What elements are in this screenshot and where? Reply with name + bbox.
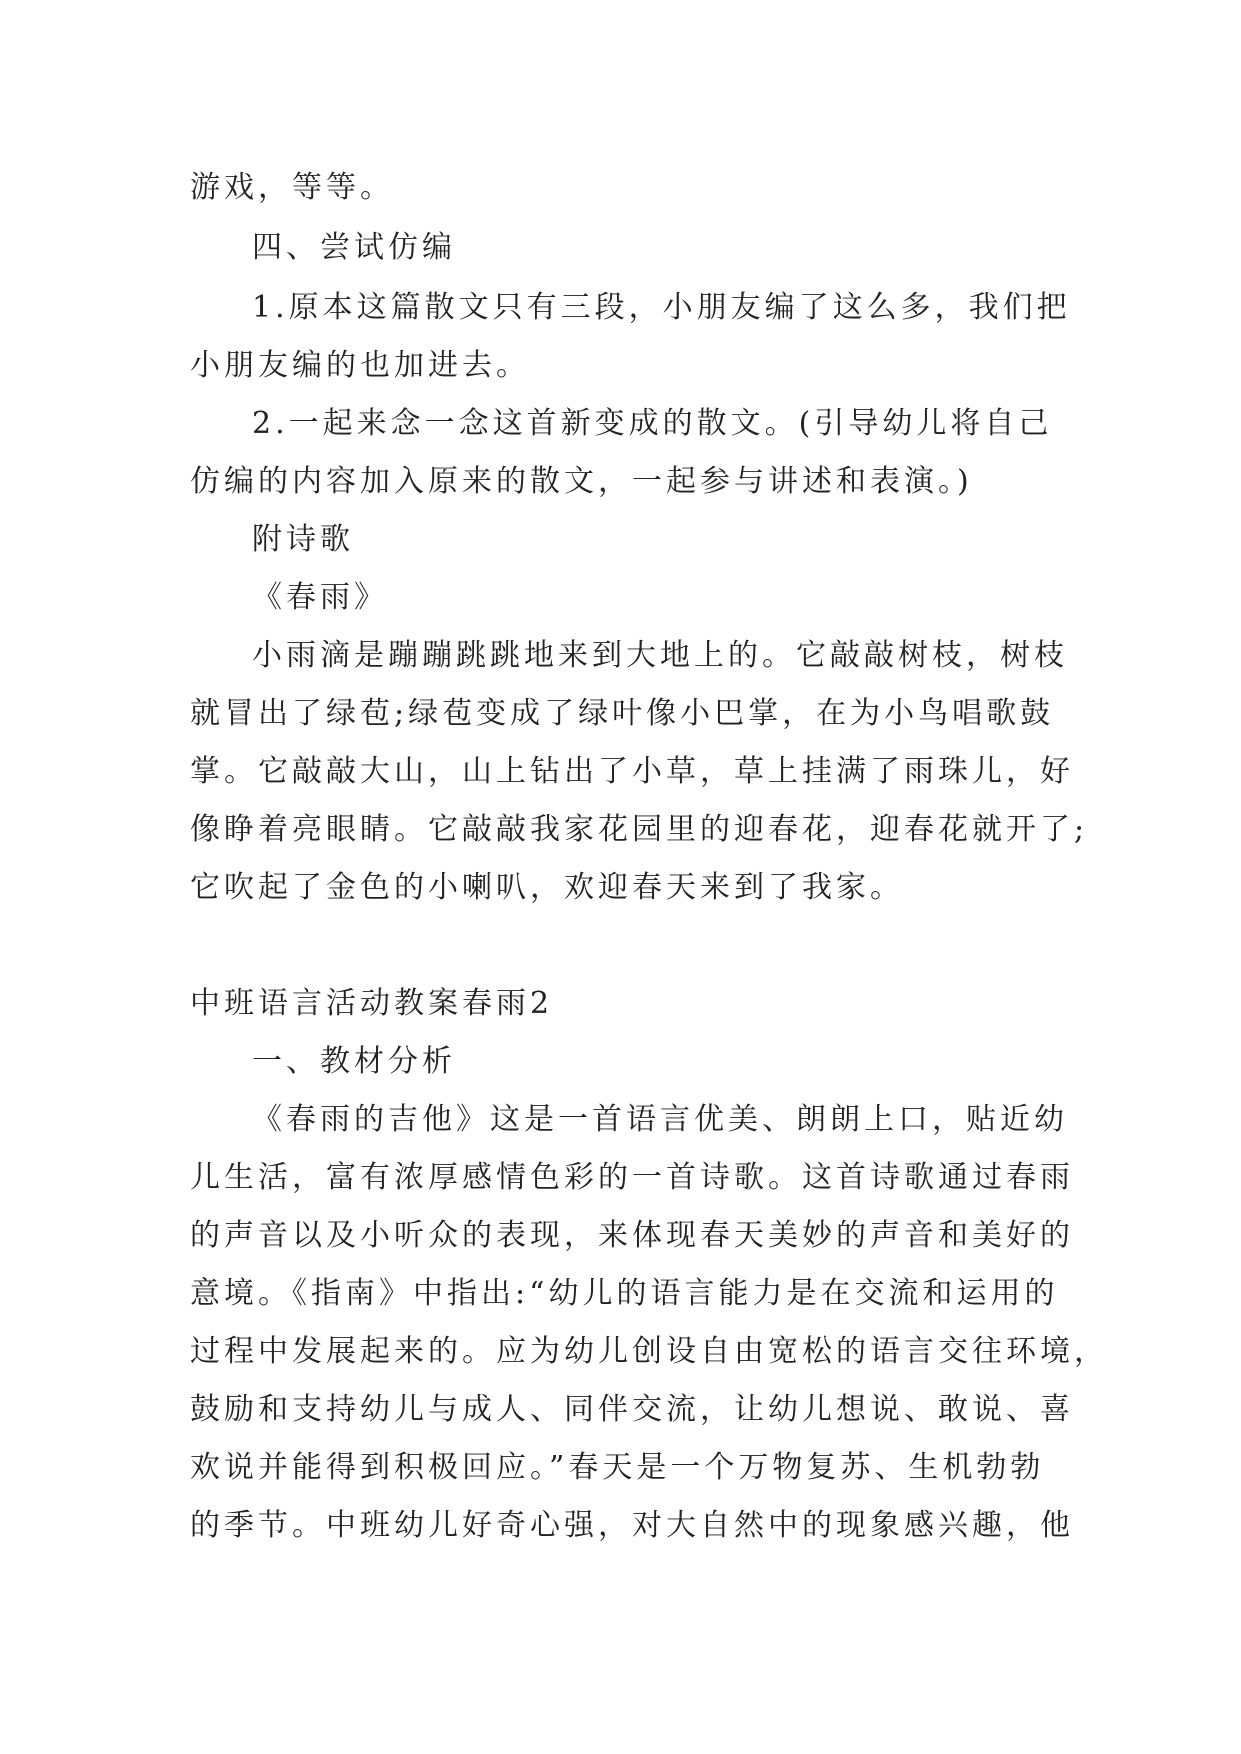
paragraph-line: 1.原本这篇散文只有三段，小朋友编了这么多，我们把 bbox=[252, 290, 1071, 325]
paragraph-line: 就冒出了绿苞;绿苞变成了绿叶像小巴掌，在为小鸟唱歌鼓 bbox=[190, 696, 1055, 731]
paragraph-line: 儿生活，富有浓厚感情色彩的一首诗歌。这首诗歌通过春雨 bbox=[190, 1160, 1074, 1195]
paragraph-line: 仿编的内容加入原来的散文，一起参与讲述和表演。) bbox=[190, 464, 973, 499]
paragraph-line: 像睁着亮眼睛。它敲敲我家花园里的迎春花，迎春花就开了; bbox=[190, 812, 1089, 847]
paragraph-line: 的季节。中班幼儿好奇心强，对大自然中的现象感兴趣，他 bbox=[190, 1508, 1074, 1543]
paragraph-line: 它吹起了金色的小喇叭，欢迎春天来到了我家。 bbox=[190, 870, 904, 905]
section-heading: 一、教材分析 bbox=[252, 1044, 456, 1079]
paragraph-line: 过程中发展起来的。应为幼儿创设自由宽松的语言交往环境， bbox=[190, 1334, 1108, 1369]
paragraph-line: 欢说并能得到积极回应。”春天是一个万物复苏、生机勃勃 bbox=[190, 1450, 1045, 1485]
section-heading: 四、尝试仿编 bbox=[252, 230, 456, 265]
paragraph-line: 鼓励和支持幼儿与成人、同伴交流，让幼儿想说、敢说、喜 bbox=[190, 1392, 1074, 1427]
paragraph-line: 意境。《指南》中指出:“幼儿的语言能力是在交流和运用的 bbox=[190, 1276, 1059, 1311]
poem-title: 《春雨》 bbox=[252, 580, 388, 615]
paragraph-line: 小朋友编的也加进去。 bbox=[190, 348, 530, 383]
paragraph-line: 小雨滴是蹦蹦跳跳地来到大地上的。它敲敲树枝，树枝 bbox=[252, 638, 1068, 673]
paragraph-line: 2.一起来念一念这首新变成的散文。(引导幼儿将自己 bbox=[252, 406, 1053, 441]
paragraph-line: 游戏，等等。 bbox=[190, 170, 394, 205]
paragraph-line: 《春雨的吉他》这是一首语言优美、朗朗上口，贴近幼 bbox=[252, 1102, 1068, 1137]
paragraph-line: 的声音以及小听众的表现，来体现春天美妙的声音和美好的 bbox=[190, 1218, 1074, 1253]
article-title: 中班语言活动教案春雨2 bbox=[190, 986, 554, 1021]
section-heading: 附诗歌 bbox=[252, 522, 354, 557]
paragraph-line: 掌。它敲敲大山，山上钻出了小草，草上挂满了雨珠儿，好 bbox=[190, 754, 1074, 789]
